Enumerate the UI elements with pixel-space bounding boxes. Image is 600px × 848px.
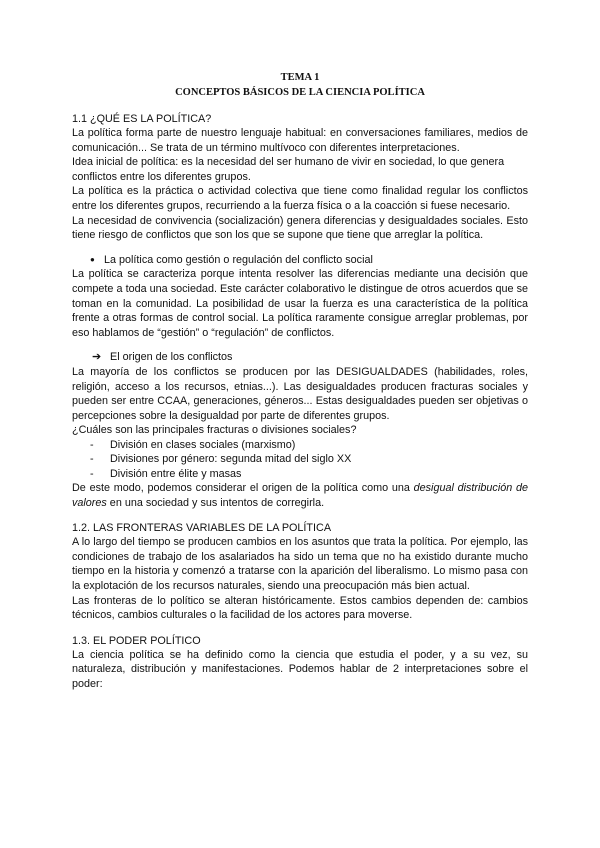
paragraph: ¿Cuáles son las principales fracturas o divisiones sociales? [72, 424, 357, 437]
paragraph: La política es la práctica o actividad colectiva que tiene como finalidad regular los conflictos entre los diferentes grupos, recurriendo a la fuerza física o a la coacción si fuese necesario. [72, 185, 528, 212]
arrow-item [72, 350, 528, 365]
paragraph: La política se caracteriza porque intenta resolver las diferencias mediante una decisión que compete a toda una sociedad. Este carácter colaborativo le distingue de otros acuerdos que se toman en la comunidad. La posibilidad de usar la fuerza es una característica de la política frente a otras formas de control social. La política raramente consigue arreglar problemas, por eso hablamos de “gestión” o “regulación” de conflictos. [72, 268, 528, 339]
list-item: - División entre élite y masas [90, 467, 242, 480]
dash-icon: - [90, 467, 94, 480]
dash-list [72, 438, 528, 481]
paragraph: La mayoría de los conflictos se producen por las DESIGUALDADES (habilidades, roles, religión, acceso a los recursos, etnias...). Las desigualdades producen fracturas sociales y pueden ser entre CCAA, generaciones, géneros... Estas desigualdades pueden ser objetivas o percepciones sobre la desigualdad por parte de diferentes grupos. [72, 365, 528, 422]
bullet-item [72, 253, 528, 268]
section-heading-1-3: 1.3. EL PODER POLÍTICO [72, 634, 201, 647]
paragraph: La necesidad de convivencia (socialización) genera diferencias y desigualdades sociales. Esto tiene riesgo de conflictos que son los que se supone que tiene que arreglar la política. [72, 214, 528, 242]
paragraph: Las fronteras de lo político se alteran históricamente. Estos cambios dependen de: cambios técnicos, cambios culturales o la facilidad de los actores para moverse. [72, 594, 528, 622]
bullet-dot-icon: ● [90, 254, 95, 264]
paragraph: A lo largo del tiempo se producen cambios en los asuntos que trata la política. Por ejemplo, las condiciones de trabajo de los asalariados ha sido un tema que no ha existido durante mucho tiempo en la historia y comenzó a tratarse con la aparición del liberalismo. Lo mismo pasa con la explotación de los recursos naturales, siendo una preocupación más bien actual. [72, 536, 528, 593]
emphasis-text: desigual distribución de valores [72, 482, 529, 509]
document-title-line2: CONCEPTOS BÁSICOS DE LA CIENCIA POLÍTICA [175, 87, 425, 98]
document-page [72, 70, 528, 692]
list-item: - División en clases sociales (marxismo) [90, 438, 296, 451]
paragraph: Idea inicial de política: es la necesidad del ser humano de vivir en sociedad, lo que genera conflictos entre los diferentes grupos. [72, 156, 505, 183]
arrow-text: El origen de los conflictos [110, 351, 233, 364]
dash-icon: - [90, 453, 94, 466]
document-title-line1: TEMA 1 [280, 72, 320, 83]
paragraph: La política forma parte de nuestro lenguaje habitual: en conversaciones familiares, medios de comunicación... Se trata de un término multívoco con diferentes interpretaciones. [72, 127, 528, 154]
bullet-text: La política como gestión o regulación del conflicto social [104, 253, 373, 266]
section-heading-1-2: 1.2. LAS FRONTERAS VARIABLES DE LA POLÍTICA [72, 522, 332, 535]
paragraph: La ciencia política se ha definido como la ciencia que estudia el poder, y a su vez, su naturaleza, distribución y manifestaciones. Podemos hablar de 2 interpretaciones sobre el poder: [72, 648, 528, 691]
paragraph: De este modo, podemos considerar el origen de la política como una desigual distribución de valores en una sociedad y sus intentos de corregirla. [72, 482, 529, 509]
dash-icon: - [90, 438, 94, 451]
list-item: - Divisiones por género: segunda mitad del siglo XX [90, 453, 352, 466]
arrow-right-icon: ➔ [92, 351, 102, 364]
section-heading-1-1: 1.1 ¿QUÉ ES LA POLÍTICA? [72, 113, 212, 125]
